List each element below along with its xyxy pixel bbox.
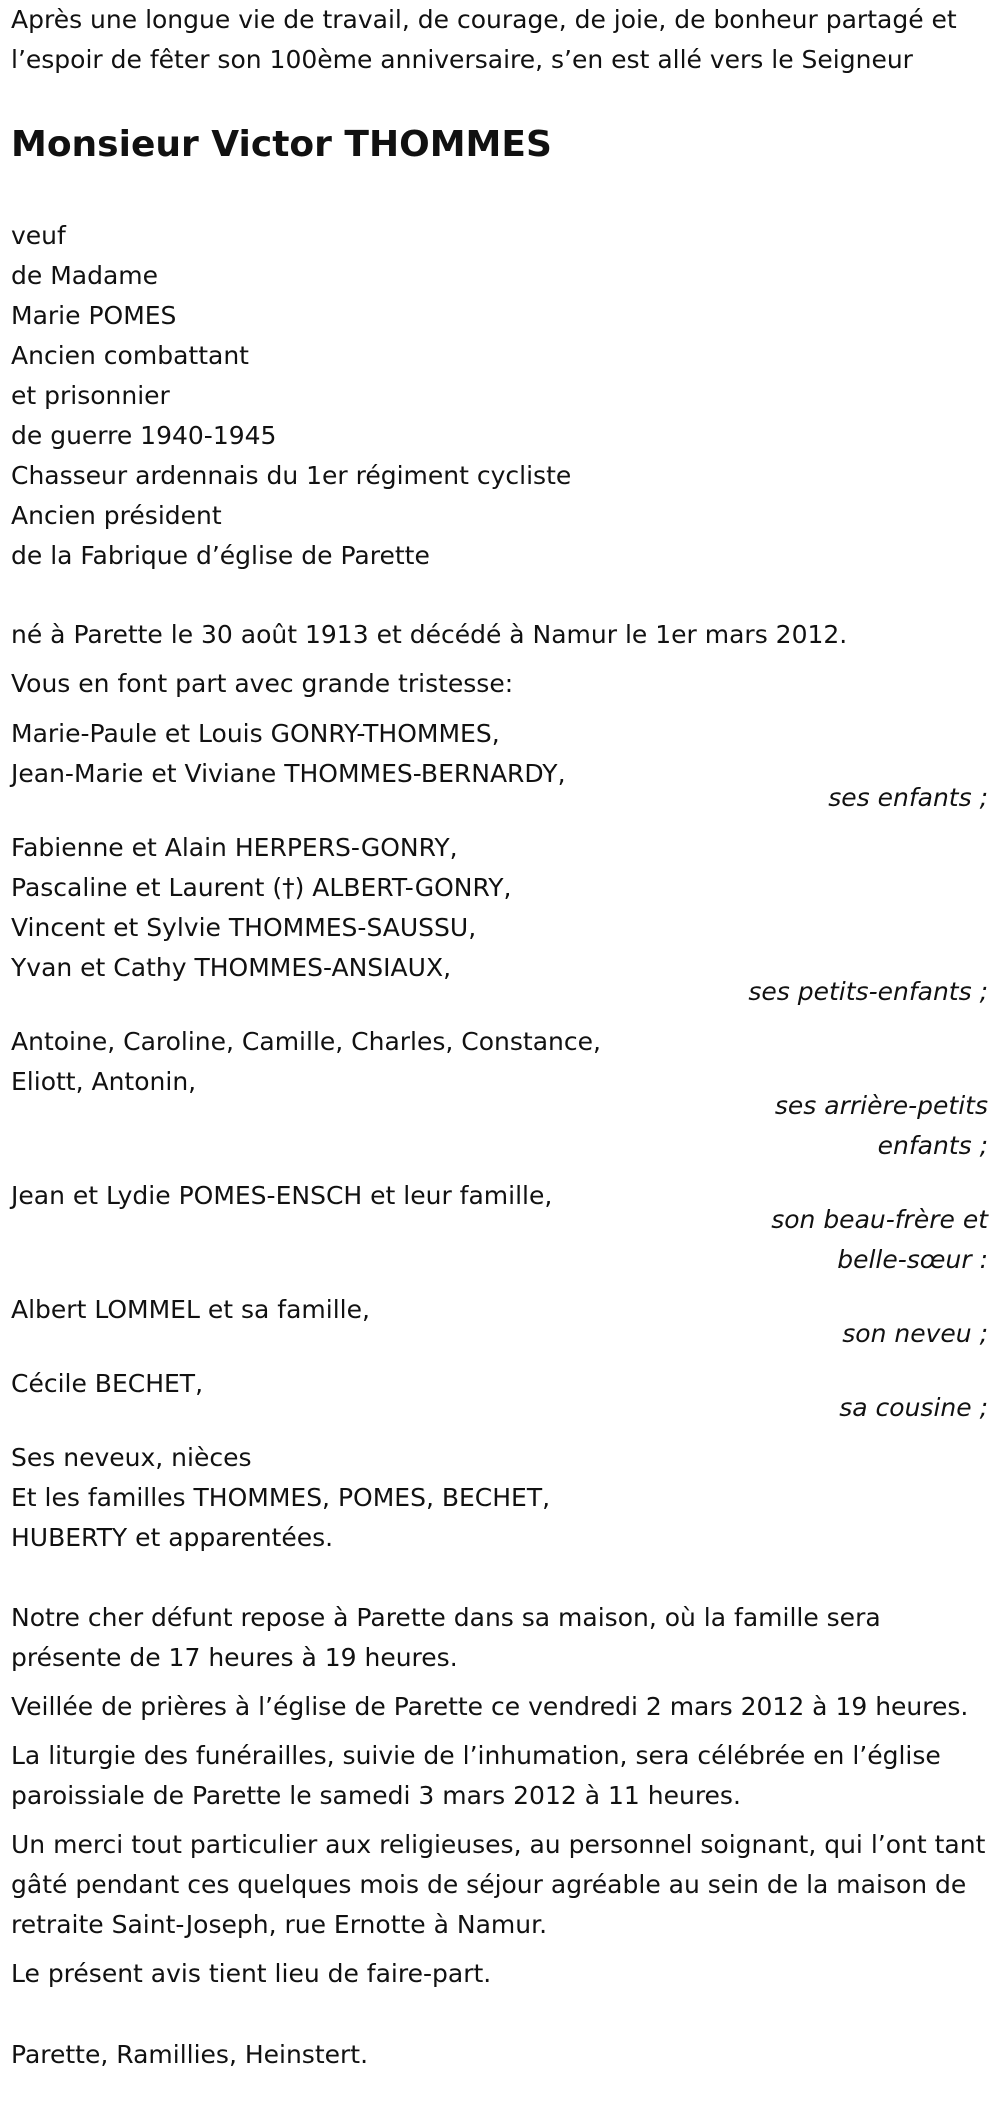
deceased-name: Monsieur Victor THOMMES <box>11 124 552 165</box>
title-line: Ancien président <box>11 501 222 530</box>
funeral-paragraph: La liturgie des funérailles, suivie de l’inhumation, sera célébrée en l’église paroissiale de Parette le samedi 3 mars 2012 à 11 heures. <box>11 1741 941 1810</box>
title-line: Ancien combattant <box>11 341 249 370</box>
family-name-line: Fabienne et Alain HERPERS-GONRY, <box>11 833 458 862</box>
other-relatives-line: HUBERTY et apparentées. <box>11 1523 334 1552</box>
family-name-line: Marie-Paule et Louis GONRY-THOMMES, <box>11 719 500 748</box>
titles-list <box>11 216 990 576</box>
family-name-line: Pascaline et Laurent (†) ALBERT-GONRY, <box>11 873 512 902</box>
family-role: ses enfants ; <box>828 783 988 812</box>
title-line: de la Fabrique d’église de Parette <box>11 541 430 570</box>
family-group-great-grandchildren <box>11 1022 990 1166</box>
title-line: Chasseur ardennais du 1er régiment cycliste <box>11 461 572 490</box>
announcement: Vous en font part avec grande tristesse: <box>11 669 514 698</box>
family-group-grandchildren <box>11 828 990 1012</box>
title-line: et prisonnier <box>11 381 170 410</box>
intro-text: Après une longue vie de travail, de courage, de joie, de bonheur partagé et l’espoir de fêter son 100ème anniversaire, s’en est allé vers le Seigneur <box>11 5 957 74</box>
thanks-paragraph: Un merci tout particulier aux religieuses, au personnel soignant, qui l’ont tant gâté pendant ces quelques mois de séjour agréable au sein de la maison de retraite Saint-Joseph, rue Ernotte à Namur. <box>11 1830 986 1939</box>
birth-death-line: né à Parette le 30 août 1913 et décédé à Namur le 1er mars 2012. <box>11 620 848 649</box>
closing-places: Parette, Ramillies, Heinstert. <box>11 2040 369 2069</box>
family-name-line: Jean et Lydie POMES-ENSCH et leur famille, <box>11 1181 553 1210</box>
family-group-cousin <box>11 1364 990 1428</box>
family-name-line: Yvan et Cathy THOMMES-ANSIAUX, <box>11 953 452 982</box>
family-group-children <box>11 714 990 818</box>
title-line: Marie POMES <box>11 301 177 330</box>
family-role: ses petits-enfants ; <box>748 977 988 1006</box>
family-role: son beau-frère et belle-sœur : <box>771 1205 988 1274</box>
other-relatives <box>11 1438 990 1558</box>
family-group-in-laws <box>11 1176 990 1280</box>
family-role: son neveu ; <box>842 1319 988 1348</box>
other-relatives-line: Ses neveux, nièces <box>11 1443 252 1472</box>
family-group-nephew <box>11 1290 990 1354</box>
visitation-paragraph: Notre cher défunt repose à Parette dans sa maison, où la famille sera présente de 17 heures à 19 heures. <box>11 1603 881 1672</box>
family-name-line: Eliott, Antonin, <box>11 1067 197 1096</box>
family-role: sa cousine ; <box>839 1393 988 1422</box>
notice-paragraph: Le présent avis tient lieu de faire-part. <box>11 1959 492 1988</box>
title-line: de guerre 1940-1945 <box>11 421 277 450</box>
family-name-line: Jean-Marie et Viviane THOMMES-BERNARDY, <box>11 759 566 788</box>
family-name-line: Albert LOMMEL et sa famille, <box>11 1295 370 1324</box>
vigil-paragraph: Veillée de prières à l’église de Parette ce vendredi 2 mars 2012 à 19 heures. <box>11 1692 969 1721</box>
family-name-line: Cécile BECHET, <box>11 1369 204 1398</box>
title-line: veuf <box>11 221 66 250</box>
other-relatives-line: Et les familles THOMMES, POMES, BECHET, <box>11 1483 551 1512</box>
family-role: ses arrière-petits enfants ; <box>774 1091 988 1160</box>
family-name-line: Vincent et Sylvie THOMMES-SAUSSU, <box>11 913 477 942</box>
family-name-line: Antoine, Caroline, Camille, Charles, Constance, <box>11 1027 601 1056</box>
title-line: de Madame <box>11 261 159 290</box>
